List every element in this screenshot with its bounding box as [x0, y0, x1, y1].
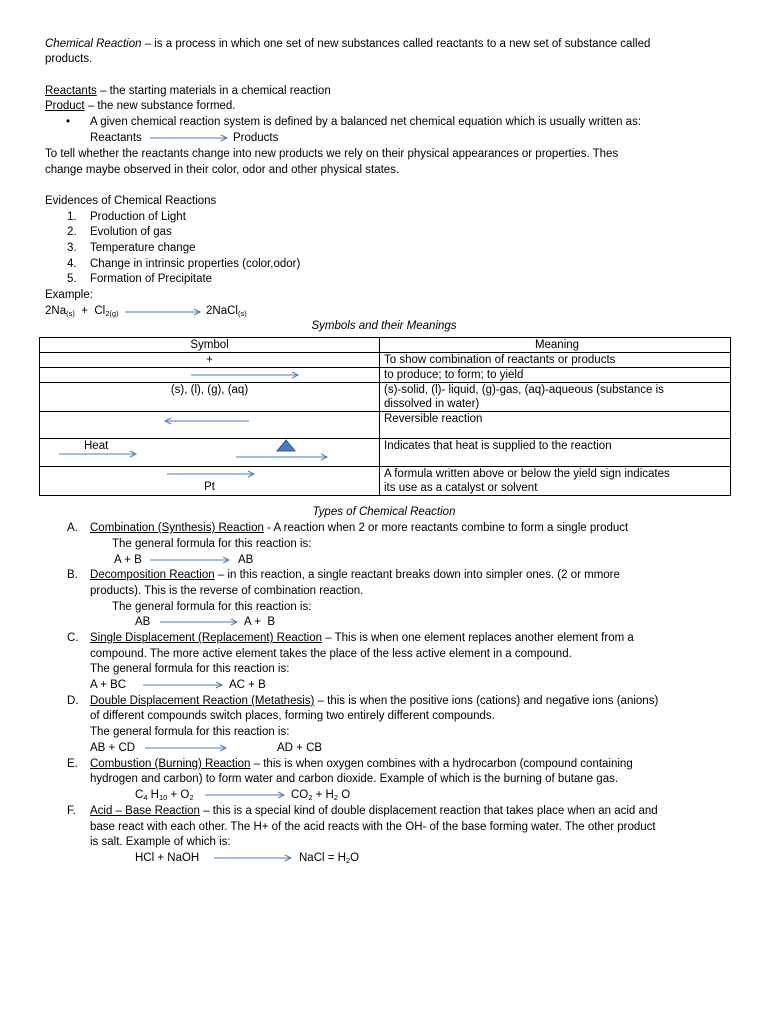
formula-sub: 2: [308, 793, 313, 802]
catalyst-label: Pt: [204, 481, 215, 493]
type-letter: A.: [67, 522, 78, 534]
heat-label: Heat: [84, 440, 109, 452]
formula-left: AB: [135, 616, 151, 628]
type-desc: – This is when one element replaces another element from a: [322, 632, 634, 644]
type-desc-2: compound. The more active element takes the place of the less active element in a compound.: [90, 648, 572, 660]
type-name: Single Displacement (Replacement) Reaction: [90, 632, 323, 644]
col-symbol-header: Symbol: [40, 338, 380, 353]
evidence-item: Evolution of gas: [90, 226, 172, 238]
evidences-heading: Evidences of Chemical Reactions: [45, 195, 217, 207]
formula-left: A + B: [114, 554, 142, 566]
evidence-item: Formation of Precipitate: [90, 273, 213, 285]
yield-arrow-icon: [167, 469, 257, 479]
evidence-num: 1.: [67, 211, 77, 223]
evidence-num: 2.: [67, 226, 77, 238]
example-na-sub: (s): [66, 309, 75, 318]
yield-arrow-icon: [59, 449, 139, 459]
formula-left: AB + CD: [90, 742, 136, 754]
type-name: Combination (Synthesis) Reaction: [90, 522, 264, 534]
type-desc-2: products). This is the reverse of combination reaction.: [90, 585, 364, 597]
example-label: Example:: [45, 289, 93, 301]
type-name: Decomposition Reaction: [90, 569, 215, 581]
yield-arrow: [150, 133, 230, 143]
type-e-line: [90, 757, 633, 772]
meaning-cell: to produce; to form; to yield: [380, 368, 731, 383]
meaning-cell: Indicates that heat is supplied to the reaction: [380, 439, 731, 467]
formula-part: H: [147, 789, 159, 801]
col-meaning-header: Meaning: [380, 338, 731, 353]
formula-label: The general formula for this reaction is:: [112, 601, 312, 613]
type-desc-2: base react with each other. The H+ of the acid reacts with the OH- of the base forming water. The other product: [90, 821, 656, 833]
type-desc: – this is when oxygen combines with a hydrocarbon (compound containing: [250, 758, 633, 770]
formula-label: The general formula for this reaction is:: [90, 726, 290, 738]
formula-sub: 2: [333, 793, 339, 802]
formula-part: CO: [291, 789, 309, 801]
product-def: [45, 99, 236, 114]
product-def-text: – the new substance formed.: [84, 100, 236, 112]
symbol-cell: [40, 439, 380, 467]
formula-sub: 4: [143, 793, 148, 802]
type-desc-3: is salt. Example of which is:: [90, 836, 231, 848]
symbol-cell: [40, 467, 380, 496]
table-row: [40, 467, 731, 496]
meaning-line: A formula written above or below the yield sign indicates: [384, 468, 670, 480]
symbol-cell: (s), (l), (g), (aq): [40, 383, 380, 412]
triangle-icon: [276, 439, 296, 453]
yield-arrow: [205, 790, 287, 800]
reactants-term: Reactants: [45, 85, 97, 97]
type-desc: - A reaction when 2 or more reactants combine to form a single product: [263, 522, 629, 534]
formula-left: HCl + NaOH: [135, 852, 200, 864]
symbols-table: [39, 337, 731, 496]
example-left: [45, 304, 119, 319]
reactants-def: [45, 84, 331, 99]
yield-arrow: [214, 853, 294, 863]
table-row: [40, 353, 731, 368]
example-nacl-sub: (s): [237, 309, 247, 318]
table-row: [40, 439, 731, 467]
type-letter: B.: [67, 569, 78, 581]
formula-right: AD + CB: [277, 742, 323, 754]
formula-sub: 2: [345, 856, 351, 865]
table-row: [40, 412, 731, 439]
evidence-item: Temperature change: [90, 242, 196, 254]
meaning-cell: To show combination of reactants or products: [380, 353, 731, 368]
reactants-def-text: – the starting materials in a chemical reaction: [96, 85, 331, 97]
formula-right: [299, 851, 359, 866]
formula-part: + H: [312, 789, 334, 801]
formula-right: AB: [238, 554, 254, 566]
para-line-2: change maybe observed in their color, odor and other physical states.: [45, 164, 400, 176]
table-row: [40, 383, 731, 412]
evidence-num: 3.: [67, 242, 77, 254]
table-row: [40, 368, 731, 383]
types-title: Types of Chemical Reaction: [312, 506, 456, 518]
meaning-line-2: its use as a catalyst or solvent: [384, 482, 538, 494]
para-line-1: To tell whether the reactants change into new products we rely on their physical appearances or properties. Thes: [45, 148, 619, 160]
formula-part: + O: [167, 789, 190, 801]
example-cl-sub: 2(g): [105, 309, 119, 318]
symbol-cell: [40, 412, 380, 439]
type-desc: – this is a special kind of double displacement reaction that takes place when an acid and: [199, 805, 658, 817]
formula-right: A + B: [244, 616, 276, 628]
type-c-line: [90, 631, 634, 646]
evidence-num: 5.: [67, 273, 77, 285]
formula-sub: 2: [189, 793, 194, 802]
intro-term: Chemical Reaction: [45, 38, 142, 50]
yield-arrow: [145, 743, 229, 753]
formula-part: O: [350, 852, 360, 864]
type-name: Double Displacement Reaction (Metathesis): [90, 695, 315, 707]
eq-left: Reactants: [90, 132, 142, 144]
meaning-line: (s)-solid, (l)- liquid, (g)-gas, (aq)-aqueous (substance is: [384, 384, 664, 396]
type-a-line: [90, 521, 628, 536]
formula-left: [135, 788, 194, 803]
table-title: Symbols and their Meanings: [311, 320, 457, 332]
formula-left: A + BC: [90, 679, 127, 691]
type-f-line: [90, 804, 658, 819]
type-letter: E.: [67, 758, 78, 770]
reverse-arrow-icon: [163, 416, 249, 426]
symbol-cell: +: [40, 353, 380, 368]
yield-arrow-icon: [191, 370, 301, 380]
type-letter: F.: [67, 805, 76, 817]
type-desc: – this is when the positive ions (cations) and negative ions (anions): [314, 695, 659, 707]
type-d-line: [90, 694, 658, 709]
formula-sub: 10: [158, 793, 168, 802]
type-name: Combustion (Burning) Reaction: [90, 758, 251, 770]
meaning-cell: [380, 467, 731, 496]
example-right: [206, 304, 247, 319]
meaning-cell: Reversible reaction: [380, 412, 731, 439]
type-desc: – in this reaction, a single reactant breaks down into simpler ones. (2 or mmore: [214, 569, 620, 581]
bullet-dot: •: [66, 116, 71, 128]
yield-arrow: [143, 680, 225, 690]
symbol-cell: [40, 368, 380, 383]
formula-part: C: [135, 789, 144, 801]
type-desc-2: of different compounds switch places, forming two entirely different compounds.: [90, 710, 495, 722]
product-term: Product: [45, 100, 85, 112]
evidence-num: 4.: [67, 258, 77, 270]
meaning-line-2: dissolved in water): [384, 398, 480, 410]
type-letter: D.: [67, 695, 79, 707]
formula-right: AC + B: [229, 679, 266, 691]
type-letter: C.: [67, 632, 79, 644]
formula-label: The general formula for this reaction is:: [112, 538, 312, 550]
evidence-item: Change in intrinsic properties (color,odor): [90, 258, 301, 270]
type-name: Acid – Base Reaction: [90, 805, 200, 817]
formula-part: NaCl = H: [299, 852, 346, 864]
example-na: 2Na: [45, 305, 67, 317]
intro-definition-cont: products.: [45, 53, 93, 65]
formula-label: The general formula for this reaction is:: [90, 663, 290, 675]
meaning-cell: [380, 383, 731, 412]
formula-part: O: [338, 789, 351, 801]
intro-line: [45, 37, 650, 52]
yield-arrow: [160, 617, 240, 627]
example-nacl: 2NaCl: [206, 305, 238, 317]
evidence-item: Production of Light: [90, 211, 186, 223]
yield-arrow: [125, 307, 203, 317]
eq-right: Products: [233, 132, 279, 144]
yield-arrow-icon: [236, 452, 330, 462]
intro-definition: – is a process in which one set of new substances called reactants to a new set of substance called: [141, 38, 651, 50]
yield-arrow: [150, 555, 232, 565]
bullet-text: A given chemical reaction system is defined by a balanced net chemical equation which is usually written as:: [90, 116, 642, 128]
type-b-line: [90, 568, 620, 583]
example-cl: + Cl: [74, 305, 106, 317]
formula-right: [291, 788, 350, 803]
type-desc-2: hydrogen and carbon) to form water and carbon dioxide. Example of which is the burning of butane gas.: [90, 773, 619, 785]
